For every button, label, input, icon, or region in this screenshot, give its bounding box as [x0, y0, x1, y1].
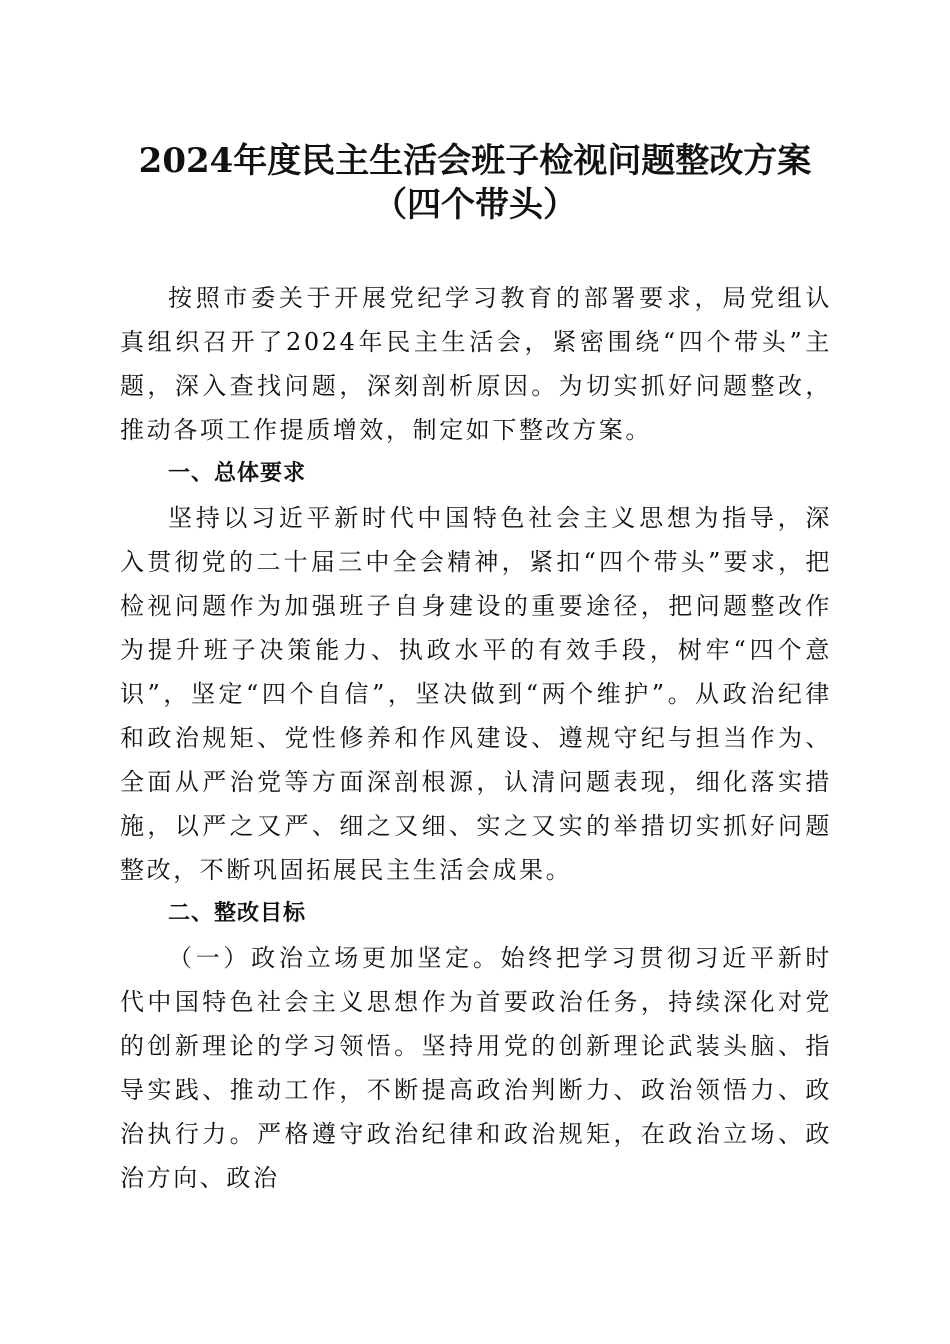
section-heading-targets: 二、整改目标	[168, 901, 307, 926]
target-item-1-title: （一）政治立场更加坚定。	[168, 944, 501, 972]
section-heading-general-requirements: 一、总体要求	[168, 461, 307, 486]
general-requirements-paragraph: 坚持以习近平新时代中国特色社会主义思想为指导，深入贯彻党的二十届三中全会精神，紧扣“四个带头”要求，把检视问题作为加强班子自身建设的重要途径，把问题整改作为提升班子决策能力、执政水平的有效手段，树牢“四个意识”，坚定“四个自信”，坚决做到“两个维护”。从政治纪律和政治规矩、党性修养和作风建设、遵规守纪与担当作为、全面从严治党等方面深剖根源，认清问题表现，细化落实措施，以严之又严、细之又细、实之又实的举措切实抓好问题整改，不断巩固拓展民主生活会成果。	[120, 504, 832, 884]
document-subtitle: （四个带头）	[373, 185, 577, 225]
intro-paragraph: 按照市委关于开展党纪学习教育的部署要求，局党组认真组织召开了2024年民主生活会，紧密围绕“四个带头”主题，深入查找问题，深刻剖析原因。为切实抓好问题整改，推动各项工作提质增效，制定如下整改方案。	[120, 284, 832, 444]
document-body	[120, 276, 832, 1200]
target-item-1-body: 始终把学习贯彻习近平新时代中国特色社会主义思想作为首要政治任务，持续深化对党的创新理论的学习领悟。坚持用党的创新理论武装头脑、指导实践、推动工作，不断提高政治判断力、政治领悟力、政治执行力。严格遵守政治纪律和政治规矩，在政治立场、政治方向、政治	[120, 944, 833, 1192]
document-title: 2024年度民主生活会班子检视问题整改方案	[138, 141, 812, 181]
target-item-1-paragraph	[120, 936, 832, 1200]
